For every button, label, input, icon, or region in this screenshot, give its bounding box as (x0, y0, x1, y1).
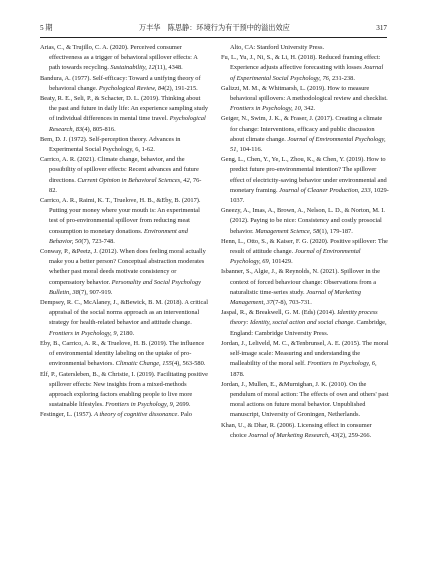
reference-text: Bem, D. J. (1972). Self-perception theory. Advances in Experimental Social Psychology, 6, 1-62. (40, 135, 181, 154)
reference-entry (40, 94, 208, 135)
reference-entry (40, 370, 208, 411)
reference-text: Conway, P., &Peetz, J. (2012). When does feeling moral actually make you a better person? Conceptual abstraction moderates whether past moral deeds motivate consistency or compensatory behavior. (40, 248, 206, 286)
reference-text: Geiger, N., Swim, J. K., & Fraser, J. (2017). Creating a climate for change: Interventions, efficacy and public discussion about climate change. (221, 115, 383, 143)
reference-entry (40, 196, 208, 247)
reference-text: Gneezy, A., Imas, A., Brown, A., Nelson, L. D., & Norton, M. I. (2012). Paying to be nice: Consistency and costly prosocial behavior. (221, 207, 385, 235)
reference-source: Sustainability, 12 (110, 64, 155, 72)
header-rule (40, 37, 387, 38)
reference-entry (40, 43, 208, 74)
reference-entry (221, 53, 389, 84)
reference-source: A theory of cognitive dissonance (94, 411, 178, 419)
reference-pages: (4), 805-816. (82, 125, 116, 133)
reference-text: Festinger, L. (1957). (40, 411, 95, 419)
reference-text: Dempsey, R. C., McAlaney, J., &Bewick, B. M. (2018). A critical appraisal of the social norms approach as an interventional strategy for health-related behavior and attitude change. (40, 299, 208, 327)
reference-pages: , 231-238. (328, 74, 355, 82)
reference-entry (221, 155, 389, 206)
reference-text: Jaspal, R., & Breakwell, G. M. (Eds) (2014). (221, 309, 338, 317)
reference-entry (221, 206, 389, 237)
reference-text: Jordan, J., Leliveld, M. C., &Tenbrunsel, A. E. (2015). The moral self-image scale: Measuring and understanding the malleability of the moral self. (221, 339, 389, 368)
reference-entry (40, 74, 208, 94)
reference-pages: , 2180. (116, 329, 135, 337)
reference-pages: (11), 4348. (154, 64, 183, 72)
reference-text: Jordan, J., Mullen, E., &Murnighan, J. K. (2010). On the pendulum of moral action: The effects of own and others' past moral actions on future moral behavior. Unpublished manuscript, University of Groningen, Netherlands. (221, 380, 389, 419)
reference-source: Climatic Change, 155 (115, 360, 172, 368)
reference-pages: (7-8), 703-731. (272, 299, 312, 307)
reference-entry (221, 237, 389, 268)
page-number: 317 (376, 24, 387, 32)
reference-entry (40, 135, 208, 155)
reference-source: Personality and Social Psychology Bulletin, 38 (49, 278, 201, 296)
reference-pages: (7), 907-919. (78, 288, 113, 296)
reference-text: Henn, L., Otto, S., & Kaiser, F. G. (2020). Positive spillover: The result of attitude change. (221, 237, 388, 256)
reference-source: Journal of Marketing Research, 43 (248, 431, 338, 439)
reference-source: Journal of Environmental Psychology, 69 (230, 248, 361, 266)
reference-pages: (1), 179-187. (319, 227, 353, 235)
reference-source: Journal of Marketing Management, 37 (230, 288, 361, 307)
reference-source: Management Science, 58 (255, 227, 320, 235)
reference-entry (221, 43, 389, 53)
reference-pages: (7), 723-748. (81, 237, 115, 245)
reference-text: Elf, P., Gatersleben, B., & Christie, I. (2019). Facilitating positive spillover effects: New insights from a mixed-methods approach exploring factors enabling people to live more sustainable lifestyles. (40, 370, 208, 409)
reference-source: Journal of Cleaner Production, 233 (279, 186, 371, 194)
reference-source: Psychological Research, 83 (49, 115, 206, 133)
reference-entry (40, 298, 208, 339)
reference-entry (221, 380, 389, 421)
reference-entry (221, 421, 389, 441)
reference-pages: , 2699. (172, 401, 191, 409)
reference-entry (40, 247, 208, 298)
reference-pages: (2), 191-215. (164, 84, 198, 92)
reference-source: Identity process theory: Identity, social action and social change (230, 309, 378, 327)
running-header (40, 22, 387, 34)
reference-source: Journal of Environmental Psychology, 51 (230, 135, 386, 154)
reference-text: Isbanner, S., Algie, J., & Reynolds, N. (2021). Spillover in the context of forced behaviour change: Observations from a naturalistic time-series study. (221, 268, 380, 296)
reference-source: Environment and Behavior, 50 (49, 227, 188, 245)
reference-text: Fu, L., Yu, J., Ni, S., & Li, H. (2018). Reduced framing effect: Experience adjusts affective forecasting with losses (221, 54, 381, 72)
reference-text: Bandura, A. (1977). Self-efficacy: Toward a unifying theory of behavioral change. (40, 74, 201, 92)
reference-pages: (2), 259-266. (337, 431, 372, 439)
reference-entry (40, 155, 208, 196)
reference-pages: , 101429. (268, 258, 293, 266)
references-left-column (40, 43, 208, 421)
reference-entry (221, 267, 389, 308)
reference-text: Carrico, A. R., Raimi, K. T., Truelove, H. B., &Eby, B. (2017). Putting your money where your mouth is: An experimental test of pro-environmental spillover from reducing meat consumption to monetary donations. (40, 197, 201, 235)
reference-entry (221, 308, 389, 339)
reference-text: Geng, L., Chen, Y., Ye, L., Zhou, K., & Chen, Y. (2019). How to predict future pro-environmental intention? The spillover effect of electricity-saving behavior under environmental and monetary framing. (221, 156, 387, 194)
reference-entry (40, 410, 208, 420)
reference-source: Frontiers in Psychology, 9 (105, 401, 173, 409)
reference-pages: . Palo (177, 411, 192, 419)
reference-pages: , 342. (300, 105, 316, 113)
references-right-column (221, 43, 389, 441)
reference-text: Carrico, A. R. (2021). Climate change, behavior, and the possibility of spillover effects: Recent advances and future directions. (40, 156, 199, 184)
reference-pages: , 104-116. (236, 146, 263, 154)
reference-source: Current Opinion in Behavioral Sciences, 42 (77, 176, 190, 184)
reference-source: Frontiers in Psychology, 6 (307, 360, 375, 368)
reference-text: Eby, B., Carrico, A. R., & Truelove, H. B. (2019). The influence of environmental identity labeling on the uptake of pro-environmental behaviors. (40, 339, 205, 368)
reference-entry (221, 84, 389, 115)
reference-pages: , 1029-1037. (230, 186, 389, 205)
running-title: 万丰华 陈思静：环境行为有干预中的溢出效应 (138, 24, 290, 32)
reference-pages: . Cambridge, England: Cambridge University Press. (230, 319, 387, 337)
reference-text: Alto, CA: Stanford University Press. (230, 44, 325, 51)
reference-pages: (4), 563-580. (171, 360, 206, 368)
reference-text: Khan, U., & Dhar, R. (2006). Licensing effect in consumer choice (221, 421, 372, 439)
reference-entry (40, 339, 208, 370)
reference-entry (221, 114, 389, 155)
reference-text: Beaty, R. E., Seli, P., & Schacter, D. L. (2019). Thinking about the past and future in daily life: An experience sampling study of individual differences in mental time travel. (40, 95, 209, 123)
reference-text: Galizzi, M. M., & Whitmarsh, L. (2019). How to measure behavioral spillovers: A methodological review and checklist. (221, 84, 388, 103)
reference-source: Psychological Review, 84 (98, 84, 165, 92)
reference-pages: , 76-82. (49, 176, 202, 194)
reference-entry (221, 339, 389, 380)
reference-source: Frontiers in Psychology, 9 (49, 329, 117, 337)
issue-label: 5 期 (40, 24, 53, 32)
reference-pages: , 1878. (230, 360, 377, 378)
reference-source: Frontiers in Psychology, 10 (230, 105, 301, 113)
reference-source: Journal of Experimental Social Psychology, 76 (230, 64, 384, 82)
reference-text: Arias, C., & Trujillo, C. A. (2020). Perceived consumer effectiveness as a trigger of behavioral spillover effects: A path towards recycling. (40, 44, 198, 72)
